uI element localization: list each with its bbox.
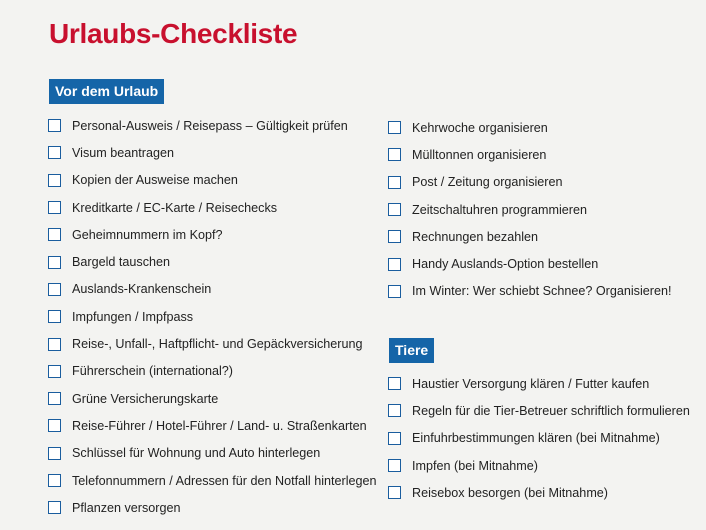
checklist-item xyxy=(48,167,377,194)
checklist-item xyxy=(48,276,377,303)
section-heading-tiere: Tiere xyxy=(389,338,434,363)
checklist-item xyxy=(48,303,377,330)
checkbox[interactable] xyxy=(48,338,61,351)
checklist-item xyxy=(388,452,690,479)
checklist-item xyxy=(388,141,671,168)
checklist-item xyxy=(48,358,377,385)
checkbox[interactable] xyxy=(388,148,401,161)
checkbox[interactable] xyxy=(388,203,401,216)
checklist-item-label: Regeln für die Tier-Betreuer schriftlich formulieren xyxy=(412,403,690,418)
checklist-item-label: Pflanzen versorgen xyxy=(72,500,181,515)
checklist-item xyxy=(388,169,671,196)
checklist-item xyxy=(388,223,671,250)
checklist-item-label: Impfungen / Impfpass xyxy=(72,309,194,324)
checkbox[interactable] xyxy=(48,419,61,432)
checklist-vor-dem-urlaub-right xyxy=(388,114,671,305)
checklist-item xyxy=(48,139,377,166)
checkbox[interactable] xyxy=(48,201,61,214)
checklist-item xyxy=(388,425,690,452)
checklist-item-label: Zeitschaltuhren programmieren xyxy=(412,202,587,217)
checklist-item-label: Mülltonnen organisieren xyxy=(412,147,547,162)
checkbox[interactable] xyxy=(388,230,401,243)
checklist-item-label: Post / Zeitung organisieren xyxy=(412,175,563,190)
checklist-vor-dem-urlaub-left xyxy=(48,112,377,521)
checklist-item-label: Rechnungen bezahlen xyxy=(412,229,539,244)
checklist-item-label: Kehrwoche organisieren xyxy=(412,120,548,135)
checklist-item-label: Einfuhrbestimmungen klären (bei Mitnahme) xyxy=(412,431,660,446)
checkbox[interactable] xyxy=(388,459,401,472)
checklist-item-label: Telefonnummern / Adressen für den Notfall hinterlegen xyxy=(72,473,377,488)
checklist-item xyxy=(48,248,377,275)
checklist-item-label: Schlüssel für Wohnung und Auto hinterlegen xyxy=(72,446,321,461)
checkbox[interactable] xyxy=(388,121,401,134)
checkbox[interactable] xyxy=(48,474,61,487)
checklist-item xyxy=(388,250,671,277)
checklist-item-label: Reise-, Unfall-, Haftpflicht- und Gepäckversicherung xyxy=(72,337,363,352)
checkbox[interactable] xyxy=(388,432,401,445)
checkbox[interactable] xyxy=(388,176,401,189)
checklist-item xyxy=(388,370,690,397)
checklist-item xyxy=(388,114,671,141)
checkbox[interactable] xyxy=(48,310,61,323)
checklist-item xyxy=(388,196,671,223)
checklist-item-label: Bargeld tauschen xyxy=(72,255,171,270)
checklist-item xyxy=(48,112,377,139)
checkbox[interactable] xyxy=(388,285,401,298)
checkbox[interactable] xyxy=(48,146,61,159)
checklist-item-label: Haustier Versorgung klären / Futter kaufen xyxy=(412,376,650,391)
checkbox[interactable] xyxy=(48,283,61,296)
checklist-item xyxy=(48,412,377,439)
checklist-item-label: Reisebox besorgen (bei Mitnahme) xyxy=(412,485,609,500)
checkbox[interactable] xyxy=(48,365,61,378)
section-heading-vor-dem-urlaub: Vor dem Urlaub xyxy=(49,79,164,104)
checklist-item-label: Impfen (bei Mitnahme) xyxy=(412,458,538,473)
checklist-item xyxy=(388,278,671,305)
checkbox[interactable] xyxy=(48,256,61,269)
checklist-item xyxy=(48,467,377,494)
checkbox[interactable] xyxy=(48,228,61,241)
checkbox[interactable] xyxy=(388,404,401,417)
checklist-item-label: Auslands-Krankenschein xyxy=(72,282,212,297)
checklist-item xyxy=(388,397,690,424)
checklist-item-label: Im Winter: Wer schiebt Schnee? Organisieren! xyxy=(412,284,672,299)
checklist-item-label: Kreditkarte / EC-Karte / Reisechecks xyxy=(72,200,278,215)
checkbox[interactable] xyxy=(48,119,61,132)
checkbox[interactable] xyxy=(48,392,61,405)
checkbox[interactable] xyxy=(388,486,401,499)
checklist-item-label: Führerschein (international?) xyxy=(72,364,234,379)
checklist-item-label: Personal-Ausweis / Reisepass – Gültigkeit prüfen xyxy=(72,118,348,133)
checklist-item-label: Grüne Versicherungskarte xyxy=(72,391,219,406)
checklist-item xyxy=(48,330,377,357)
page-title: Urlaubs-Checkliste xyxy=(49,18,298,49)
checklist-item xyxy=(48,221,377,248)
checkbox[interactable] xyxy=(48,174,61,187)
checklist-item xyxy=(48,385,377,412)
checkbox[interactable] xyxy=(48,447,61,460)
checkbox[interactable] xyxy=(388,258,401,271)
checklist-item-label: Visum beantragen xyxy=(72,145,174,160)
checkbox[interactable] xyxy=(48,501,61,514)
checklist-item xyxy=(48,494,377,521)
checkbox[interactable] xyxy=(388,377,401,390)
checklist-item-label: Reise-Führer / Hotel-Führer / Land- u. Straßenkarten xyxy=(72,418,367,433)
checklist-item xyxy=(48,440,377,467)
checklist-item xyxy=(48,194,377,221)
checklist-item-label: Geheimnummern im Kopf? xyxy=(72,227,223,242)
checklist-item-label: Handy Auslands-Option bestellen xyxy=(412,257,599,272)
checklist-item-label: Kopien der Ausweise machen xyxy=(72,173,238,188)
checklist-item xyxy=(388,479,690,506)
checklist-tiere xyxy=(388,370,690,506)
